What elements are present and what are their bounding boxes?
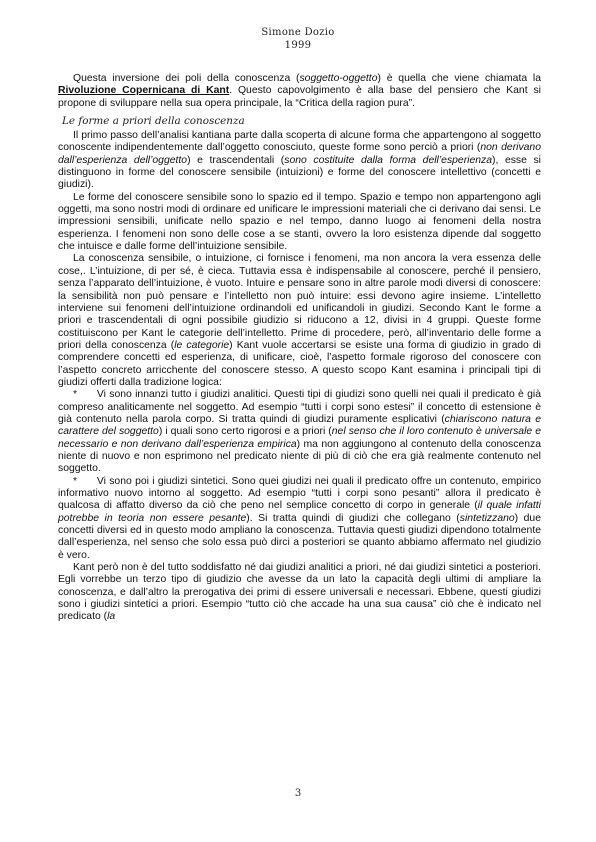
- paragraph-space-time: Le forme del conoscere sensibile sono lo spazio ed il tempo. Spazio e tempo non appartengono agli oggetti, ma sono nostri modi di ordinare ed unificare le impressioni materiali che ci derivano dai sensi. Le impressioni sensibili, unificate nello spazio e nel tempo, danno luogo ai fenomeni della nostra esperienza. I fenomeni non sono delle cose a se stanti, ovvero la loro esistenza dipende dal soggetto che intuisce e dalle forme dell’intuizione sensibile.: [58, 191, 541, 253]
- paragraph-sensible-knowledge: La conoscenza sensibile, o intuizione, ci fornisce i fenomeni, ma non ancora la vera essenza delle cose,. L’intuizione, di per sé, è cieca. Tuttavia essa è indispensabile al conoscere, perché il pensiero, senza l’apparato dell’intuizione, è vuoto. Intuire e pensare sono in altre parole modi diversi di conoscere: la sensibilità non può pensare e l’intelletto non può intuire: essi devono agire insieme. L’intelletto interviene sui fenomeni dell’intuizione ordinandoli ed unificandoli in giudizi. Secondo Kant le forme a priori e trascendentali di ogni possibile giudizio si riducono a 12, divisi in 4 gruppi. Queste forme costituiscono per Kant le categorie dell’intelletto. Prime di procedere, però, all’inventario delle forme a priori della conoscenza (le categorie) Kant vuole accertarsi se esiste una forma di giudizio in grado di comprendere concetti ed esperienza, di unificare, cioè, l’aspetto formale rigoroso del conoscere con l’aspetto concreto arricchente del conoscere stesso. A questo scopo Kant esamina i principali tipi di giudizi offerti dalla tradizione logica:: [58, 253, 541, 388]
- paragraph-a-priori-forms: Il primo passo dell’analisi kantiana parte dalla scoperta di alcune forma che appartengono al soggetto conoscente indipendentemente dall’oggetto conosciuto, queste forme sono perciò a priori (non derivano dall’esperienza dell’oggetto) e trascendentali (sono costituite dalla forma dell’esperienza), esse si distinguono in forme del conoscere sensibile (intuizioni) e forme del conoscere intellettivo (concetti e giudizi).: [58, 130, 541, 191]
- page-number: 3: [294, 788, 302, 799]
- header-author: Simone Dozio: [261, 27, 335, 38]
- paragraph-analytic-judgments: * Vi sono innanzi tutto i giudizi analitici. Questi tipi di giudizi sono quelli nei quali il predicato è già compreso analiticamente nel soggetto. Ad esempio “tutti i corpi sono estesi” il concetto di estensione è già contenuto nella parola corpo. Si tratta quindi di giudizi puramente esplicativi (chiariscono natura e carattere del soggetto) i quali sono certo rigorosi e a priori (nel senso che il loro contenuto è universale e necessario e non derivano dall’esperienza empirica) ma non aggiungono al contenuto della conoscenza niente di nuovo e non esprimono nel predicato niente di più di ciò che era già realmente contenuto nel soggetto.: [58, 389, 541, 475]
- paragraph-synthetic-a-priori: Kant però non è del tutto soddisfatto né dai giudizi analitici a priori, né dai giudizi sintetici a posteriori. Egli vorrebbe un terzo tipo di giudizio che avesse da un lato la capacità degli ultimi di ampliare la conoscenza, e dall’altro la prerogativa dei primi di essere universali e necessari. Ebbene, questi giudizi sono i giudizi sintetici a priori. Esempio “tutto ciò che accade ha una sua causa” ciò che è indicato nel predicato (la: [58, 562, 541, 623]
- key-term: Rivoluzione Copernicana di Kant: [58, 85, 230, 97]
- header-year: 1999: [284, 40, 312, 51]
- bullet-marker: *: [73, 475, 78, 487]
- paragraph-synthetic-judgments: * Vi sono poi i giudizi sintetici. Sono quei giudizi nei quali il predicato offre un contenuto, empirico informativo nuovo intorno al soggetto. Ad esempio “tutti i corpi sono pesanti” allora il predicato è qualcosa di affatto diverso da ciò che peno nel semplice concetto di corpo in generale (il quale infatti potrebbe in teoria non essere pesante). Si tratta quindi di giudizi che collegano (sintetizzano) due concetti diversi ed in questo modo ampliano la conoscenza. Tuttavia questi giudizi dipendono totalmente dall’esperienza, nel senso che solo essa può dirci a posteriori se quanto abbiamo affermato nel giudizio è vero.: [58, 475, 541, 561]
- section-heading: Le forme a priori della conoscenza: [62, 115, 245, 128]
- paragraph-copernican-revolution: Questa inversione dei poli della conoscenza (soggetto-oggetto) è quella che viene chiamata la Rivoluzione Copernicana di Kant. Questo capovolgimento è alla base del pensiero che Kant si propone di sviluppare nella sua opera principale, la “Critica della ragion pura”.: [58, 73, 542, 109]
- body-text: [58, 73, 541, 624]
- page-header: [0, 26, 596, 52]
- bullet-marker: *: [73, 389, 78, 401]
